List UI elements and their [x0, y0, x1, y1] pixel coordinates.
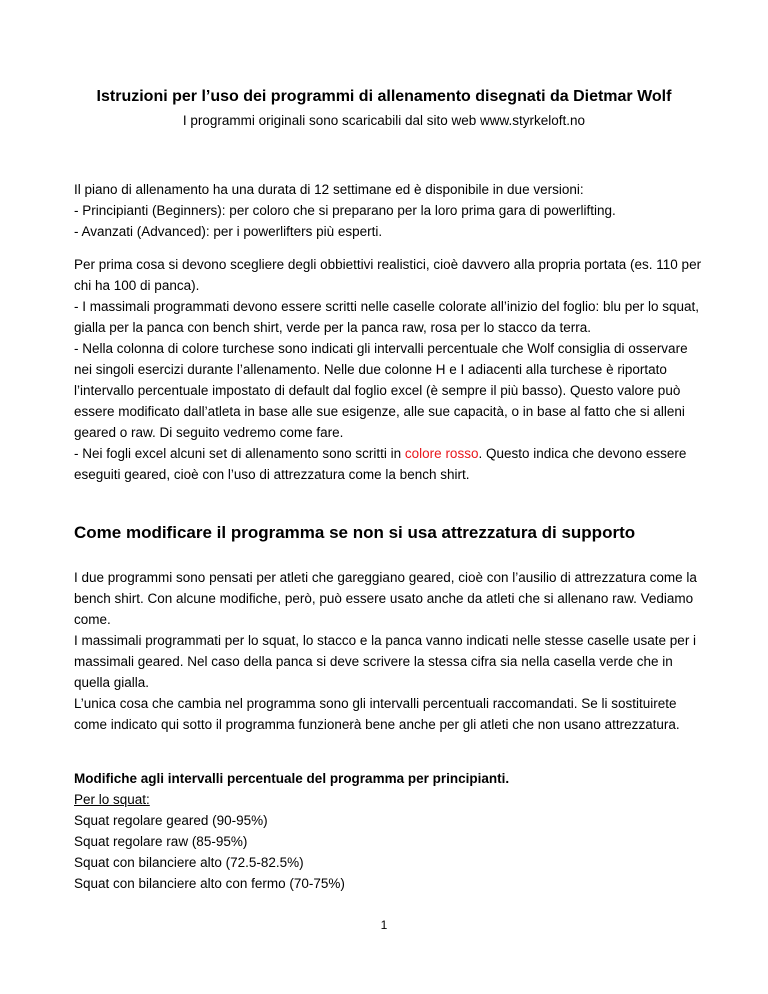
intro-paragraph: [74, 179, 704, 242]
section-heading: Come modificare il programma se non si usa attrezzatura di supporto: [74, 523, 636, 542]
instruction-text: - Nei fogli excel alcuni set di allenamento sono scritti in: [74, 446, 405, 461]
instructions-block: [74, 254, 704, 485]
intro-line: Il piano di allenamento ha una durata di 12 settimane ed è disponibile in due versioni:: [74, 182, 584, 197]
instruction-paragraph: - I massimali programmati devono essere scritti nelle caselle colorate all’inizio del foglio: blu per lo squat, gialla per la panca con bench shirt, verde per la panca raw, rosa per lo stacco da terra.: [74, 299, 700, 335]
page-number: 1: [380, 918, 388, 932]
instruction-paragraph: [74, 443, 704, 485]
red-colored-text: colore rosso: [404, 446, 479, 461]
section-paragraph: I due programmi sono pensati per atleti che gareggiano geared, cioè con l’ausilio di attrezzatura come la bench shirt. Con alcune modifiche, però, può essere usato anche da atleti che si allenano raw. Vediamo come.: [74, 570, 697, 627]
intro-line: - Principianti (Beginners): per coloro che si preparano per la loro prima gara di powerlifting.: [74, 203, 616, 218]
section-body: [74, 567, 704, 735]
list-item: Squat regolare geared (90-95%): [74, 813, 268, 828]
squat-label: Per lo squat:: [74, 792, 150, 807]
section-paragraph: I massimali programmati per lo squat, lo stacco e la panca vanno indicati nelle stesse caselle usate per i massimali geared. Nel caso della panca si deve scrivere la stessa cifra sia nella casella verde che in quella gialla.: [74, 633, 697, 690]
section-paragraph: L’unica cosa che cambia nel programma sono gli intervalli percentuali raccomandati. Se li sostituirete come indicato qui sotto il programma funzionerà bene anche per gli atleti che non usano attrezzatura.: [74, 696, 680, 732]
instruction-paragraph: Per prima cosa si devono scegliere degli obbiettivi realistici, cioè davvero alla propria portata (es. 110 per chi ha 100 di panca).: [74, 257, 702, 293]
instruction-text: . Questo indica che devono essere eseguiti geared, cioè con l’uso di attrezzatura come la bench shirt.: [74, 446, 687, 482]
document-subtitle: I programmi originali sono scaricabili dal sito web www.styrkeloft.no: [182, 113, 586, 128]
modifiche-heading: Modifiche agli intervalli percentuale del programma per principianti.: [74, 771, 510, 786]
list-item: Squat regolare raw (85-95%): [74, 834, 248, 849]
instruction-paragraph: - Nella colonna di colore turchese sono indicati gli intervalli percentuale che Wolf consiglia di osservare nei singoli esercizi durante l’allenamento. Nelle due colonne H e I adiacenti alla turchese è riportato l’intervallo percentuale impostato di default dal foglio excel (è sempre il più basso). Questo valore può essere modificato dall’atleta in base alle sue esigenze, alle sue capacità, o in base al fatto che si alleni geared o raw. Di seguito vedremo come fare.: [74, 341, 688, 440]
modifiche-block: [74, 768, 704, 894]
list-item: Squat con bilanciere alto con fermo (70-75%): [74, 876, 345, 891]
intro-line: - Avanzati (Advanced): per i powerlifters più esperti.: [74, 224, 383, 239]
list-item: Squat con bilanciere alto (72.5-82.5%): [74, 855, 304, 870]
document-title: Istruzioni per l’uso dei programmi di allenamento disegnati da Dietmar Wolf: [96, 88, 672, 105]
